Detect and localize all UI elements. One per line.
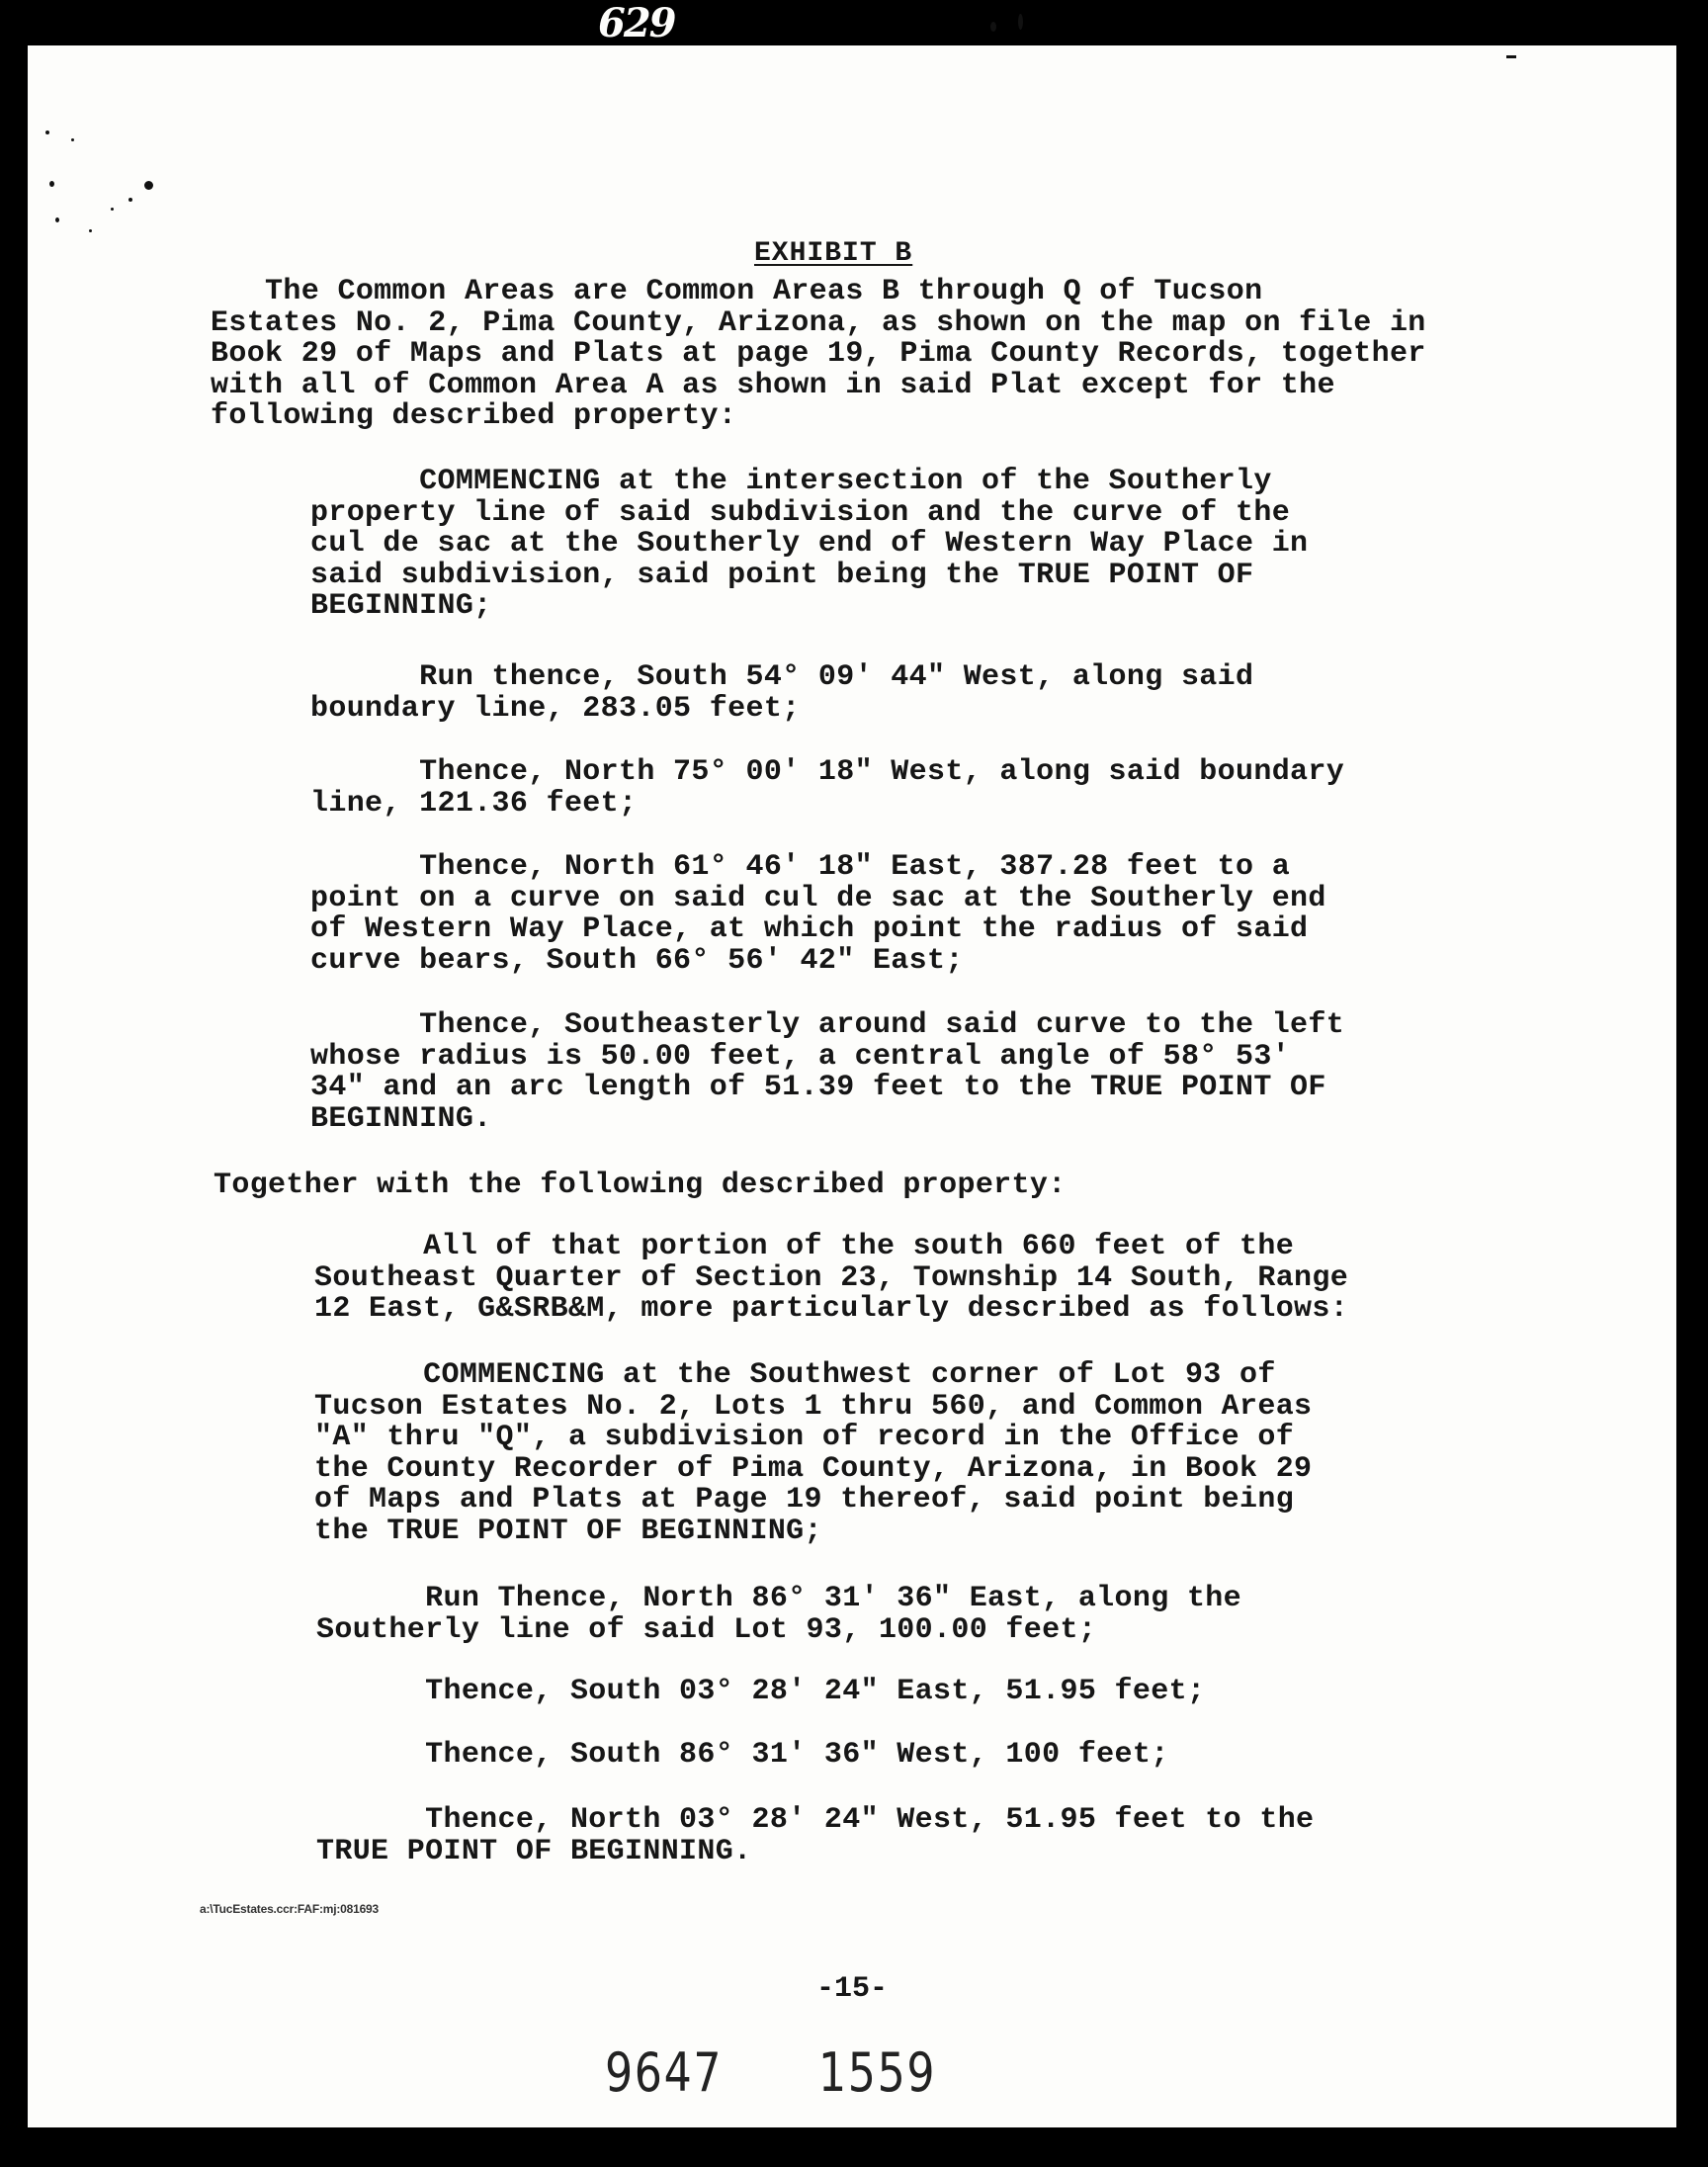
- text-line: curve bears, South 66° 56' 42" East;: [310, 943, 964, 978]
- file-reference: a:\TucEstates.ccr:FAF:mj:081693: [200, 1902, 379, 1916]
- scan-speck: [89, 229, 92, 232]
- text-line: Tucson Estates No. 2, Lots 1 thru 560, and Common Areas: [314, 1389, 1313, 1424]
- thence-north-75-paragraph: [310, 757, 1344, 820]
- commencing-paragraph-2: [314, 1360, 1312, 1547]
- text-line: property line of said subdivision and the curve of the: [310, 495, 1291, 530]
- scan-speck: [111, 208, 114, 211]
- thence-north-03-paragraph: [316, 1805, 1314, 1867]
- scan-speck: [1506, 55, 1516, 58]
- text-line: point on a curve on said cul de sac at the Southerly end: [310, 881, 1326, 915]
- text-line: Thence, South 03° 28' 24" East, 51.95 feet;: [316, 1675, 1206, 1708]
- text-line: said subdivision, said point being the TRUE POINT OF: [310, 558, 1254, 592]
- scan-speck: [990, 22, 996, 32]
- scan-speck: [55, 217, 59, 222]
- text-line: 12 East, G&SRB&M, more particularly described as follows:: [314, 1292, 1349, 1326]
- page-number: -15-: [816, 1972, 889, 2006]
- text-line: Thence, South 86° 31' 36" West, 100 feet;: [316, 1738, 1169, 1772]
- text-line: line, 121.36 feet;: [310, 786, 638, 821]
- run-thence-paragraph-1: [310, 662, 1253, 725]
- exhibit-title: EXHIBIT B: [754, 237, 913, 269]
- text-line: COMMENCING at the Southwest corner of Lot 93 of: [314, 1358, 1276, 1392]
- scan-speck: [71, 138, 74, 141]
- text-line: COMMENCING at the intersection of the Southerly: [310, 465, 1272, 498]
- text-line: of Western Way Place, at which point the radius of said: [310, 912, 1309, 946]
- text-line: Thence, North 61° 46' 18" East, 387.28 feet to a: [310, 850, 1291, 884]
- recording-stamp-book: 9647: [605, 2041, 724, 2104]
- text-line: Estates No. 2, Pima County, Arizona, as shown on the map on file in: [211, 305, 1426, 340]
- commencing-paragraph-1: [310, 467, 1308, 623]
- text-line: of Maps and Plats at Page 19 thereof, said point being: [314, 1483, 1295, 1517]
- recording-stamp-page: 1559: [818, 2041, 937, 2104]
- handwritten-page-mark: 629: [598, 0, 675, 46]
- text-line: boundary line, 283.05 feet;: [310, 691, 801, 726]
- text-line: All of that portion of the south 660 feet of the: [314, 1230, 1295, 1263]
- text-line: Thence, North 03° 28' 24" West, 51.95 feet to the: [316, 1803, 1315, 1837]
- together-with-paragraph: [214, 1170, 1067, 1202]
- text-line: Book 29 of Maps and Plats at page 19, Pima County Records, together: [211, 337, 1426, 371]
- text-line: the TRUE POINT OF BEGINNING;: [314, 1514, 822, 1548]
- text-line: Run Thence, North 86° 31' 36" East, along the: [316, 1582, 1241, 1615]
- text-line: cul de sac at the Southerly end of Western Way Place in: [310, 527, 1309, 561]
- text-line: following described property:: [211, 399, 737, 433]
- text-line: with all of Common Area A as shown in said Plat except for the: [211, 368, 1335, 402]
- text-line: BEGINNING.: [310, 1101, 492, 1136]
- run-thence-paragraph-2: [316, 1584, 1241, 1646]
- text-line: Southerly line of said Lot 93, 100.00 feet;: [316, 1612, 1097, 1647]
- all-of-that-portion-paragraph: [314, 1232, 1348, 1326]
- text-line: The Common Areas are Common Areas B through Q of Tucson: [211, 275, 1263, 308]
- intro-paragraph: [211, 277, 1426, 433]
- scan-speck: [144, 181, 153, 190]
- text-line: Thence, North 75° 00' 18" West, along said boundary: [310, 755, 1345, 789]
- text-line: Southeast Quarter of Section 23, Township 14 South, Range: [314, 1260, 1349, 1295]
- text-line: the County Recorder of Pima County, Arizona, in Book 29: [314, 1451, 1313, 1486]
- scan-speck: [49, 181, 54, 187]
- scan-speck: [1018, 14, 1023, 30]
- text-line: Thence, Southeasterly around said curve to the left: [310, 1008, 1345, 1042]
- thence-south-86-paragraph: [316, 1740, 1169, 1772]
- scan-speck: [128, 198, 132, 202]
- text-line: BEGINNING;: [310, 589, 492, 623]
- scan-speck: [45, 130, 49, 134]
- text-line: Run thence, South 54° 09' 44" West, along said: [310, 660, 1254, 694]
- thence-south-03-paragraph: [316, 1677, 1205, 1708]
- text-line: whose radius is 50.00 feet, a central angle of 58° 53': [310, 1039, 1291, 1074]
- thence-north-61-paragraph: [310, 852, 1326, 977]
- text-line: Together with the following described property:: [214, 1169, 1067, 1202]
- text-line: TRUE POINT OF BEGINNING.: [316, 1834, 752, 1868]
- text-line: "A" thru "Q", a subdivision of record in the Office of: [314, 1421, 1295, 1454]
- thence-southeasterly-paragraph: [310, 1010, 1344, 1135]
- text-line: 34" and an arc length of 51.39 feet to the TRUE POINT OF: [310, 1071, 1326, 1104]
